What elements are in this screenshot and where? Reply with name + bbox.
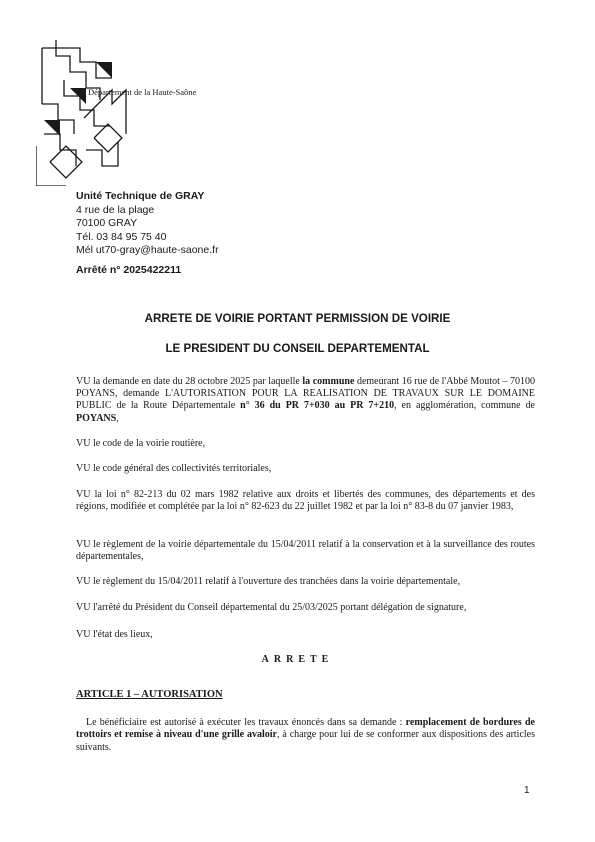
- article-1-title: ARTICLE 1 – AUTORISATION: [76, 689, 223, 700]
- vu-prefix: VU: [76, 376, 91, 387]
- vu-clause-trench-regulation: VU le règlement du 15/04/2011 relatif à l'ouverture des tranchées dans la voirie départementale,: [76, 576, 461, 587]
- arrete-number: Arrêté n° 2025422211: [76, 264, 182, 276]
- president-title: LE PRESIDENT DU CONSEIL DEPARTEMENTAL: [165, 342, 430, 355]
- vu-clause-collectivites-code: VU le code général des collectivités territoriales,: [76, 463, 272, 474]
- vu-clause-delegation: VU l'arrêté du Président du Conseil départemental du 25/03/2025 portant délégation de signature,: [76, 602, 467, 613]
- vu-prefix: VU: [76, 602, 91, 613]
- address-line-2: 70100 GRAY: [76, 217, 138, 230]
- vu-clause-voirie-regulation: VU le règlement de la voirie départementale du 15/04/2011 relatif à la conservation et à la surveillance des routes départementales,: [76, 539, 535, 563]
- phone-number: Tél. 03 84 95 75 40: [76, 230, 167, 243]
- document-title: ARRETE DE VOIRIE PORTANT PERMISSION DE VOIRIE: [144, 312, 451, 325]
- vu-clause-request: VU la demande en date du 28 octobre 2025 par laquelle la commune demeurant 16 rue de l'Abbé Moutot – 70100 POYANS, demande L'AUTORISATION POUR LA REALISATION DE TRAVAUX SUR LE DOMAINE PUBLIC de la Route Départementale n° 36 du PR 7+030 au PR 7+210, en agglomération, commune de POYANS,: [76, 376, 535, 424]
- department-logo: [36, 38, 136, 186]
- page-number: 1: [524, 785, 530, 796]
- article-1-body: Le bénéficiaire est autorisé à exécuter les travaux énoncés dans sa demande : remplacement de bordures de trottoirs et remise à niveau d'une grille avaloir, à charge pour lui de se conformer aux dispositions des articles suivants.: [76, 717, 535, 753]
- department-name: Département de la Haute-Saône: [88, 87, 197, 97]
- vu-prefix: VU: [76, 489, 91, 500]
- email-address: Mél ut70-gray@haute-saone.fr: [76, 244, 219, 257]
- unit-address-block: [76, 190, 219, 258]
- address-line-1: 4 rue de la plage: [76, 203, 155, 216]
- vu-clause-site-survey: VU l'état des lieux,: [76, 629, 153, 640]
- vu-prefix: VU: [76, 463, 91, 474]
- vu-prefix: VU: [76, 629, 91, 640]
- vu-prefix: VU: [76, 438, 91, 449]
- arrete-heading: ARRETE: [261, 654, 334, 665]
- unit-name: Unité Technique de GRAY: [76, 190, 205, 202]
- vu-prefix: VU: [76, 539, 91, 550]
- vu-clause-law-82-213: VU la loi n° 82-213 du 02 mars 1982 relative aux droits et libertés des communes, des départements et des régions, modifiée et complétée par la loi n° 82-623 du 22 juillet 1982 et par la loi n° 83-8 du 07 janvier 1983,: [76, 489, 535, 513]
- vu-prefix: VU: [76, 576, 91, 587]
- vu-clause-voirie-code: VU le code de la voirie routière,: [76, 438, 206, 449]
